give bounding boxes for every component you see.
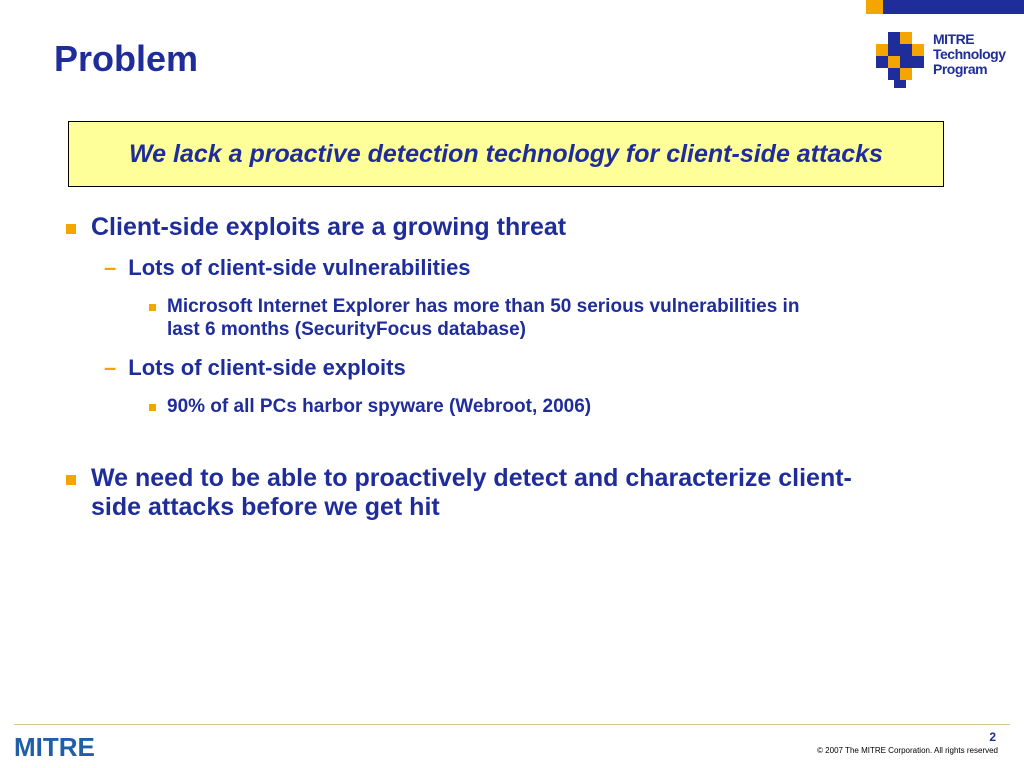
bullet-text: Lots of client-side exploits	[128, 355, 406, 380]
bullet-text: Lots of client-side vulnerabilities	[128, 255, 471, 280]
bullet-text	[167, 295, 799, 341]
bullet-text: Client-side exploits are a growing threat	[91, 213, 567, 241]
orange-square-bullet-icon	[149, 304, 156, 311]
logo-line-program: Program	[933, 61, 988, 77]
orange-square-bullet-icon	[149, 404, 156, 411]
dash-bullet-icon: –	[104, 355, 117, 380]
footer-mitre-logo: MITRE	[14, 732, 95, 762]
bullet-text-line: side attacks before we get hit	[91, 493, 440, 521]
bullet-text-line: We need to be able to proactively detect and characterize client-	[91, 464, 852, 492]
callout-box	[68, 121, 944, 187]
callout-text: We lack a proactive detection technology for client-side attacks	[129, 139, 883, 168]
header-accent-blue	[883, 0, 1024, 14]
copyright-notice: © 2007 The MITRE Corporation. All rights reserved	[817, 746, 998, 755]
bullet-level2	[104, 255, 471, 281]
bullet-level1	[66, 464, 852, 522]
header-accent-orange	[866, 0, 883, 14]
bullet-level3	[149, 295, 799, 341]
bullet-level2	[104, 355, 406, 381]
cube-logo-icon	[872, 28, 932, 90]
logo-line-technology: Technology	[933, 46, 1006, 62]
bullet-text: 90% of all PCs harbor spyware (Webroot, 2006)	[167, 396, 592, 417]
bullet-text	[91, 464, 852, 522]
bullet-text-line: Microsoft Internet Explorer has more than 50 serious vulnerabilities in	[167, 296, 800, 317]
logo-line-mitre: MITRE	[933, 31, 975, 47]
footer-divider	[14, 724, 1010, 725]
logo-wordmark	[933, 32, 1006, 77]
dash-bullet-icon: –	[104, 255, 117, 280]
orange-square-bullet-icon	[66, 475, 76, 485]
orange-square-bullet-icon	[66, 224, 76, 234]
bullet-text-line: last 6 months (SecurityFocus database)	[167, 319, 526, 340]
page-title: Problem	[54, 38, 199, 79]
bullet-level1	[66, 213, 566, 242]
page-number: 2	[989, 730, 996, 744]
bullet-level3	[149, 395, 591, 418]
mitre-technology-program-logo	[872, 28, 1022, 90]
